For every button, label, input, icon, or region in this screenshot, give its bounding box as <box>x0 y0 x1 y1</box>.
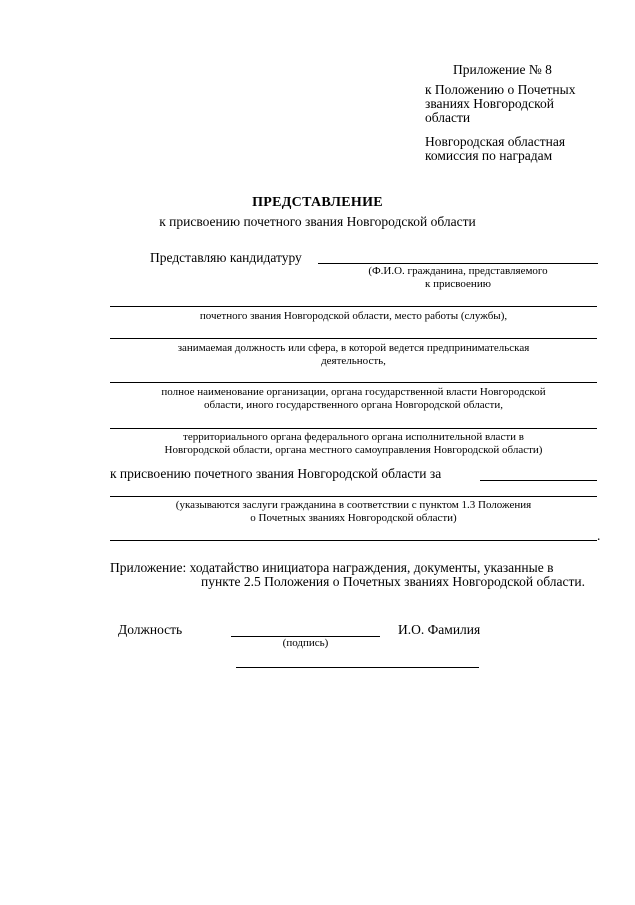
position-caption: занимаемая должность или сфера, в которой ведется предпринимательская <box>177 342 530 354</box>
signature-caption: (подпись) <box>282 637 329 649</box>
fio-caption: (Ф.И.О. гражданина, представляемого <box>368 265 548 277</box>
document-title: ПРЕДСТАВЛЕНИЕ <box>252 195 383 210</box>
territorial-caption: территориального органа федерального органа исполнительной власти в <box>183 431 524 443</box>
territorial-caption: Новгородской области, органа местного самоуправления Новгородской области) <box>164 444 543 456</box>
merits-caption: (указываются заслуги гражданина в соответствии с пунктом 1.3 Положения <box>175 499 532 511</box>
attachment-line: Приложение: ходатайство инициатора награждения, документы, указанные в <box>110 560 554 575</box>
merits-field-continued[interactable] <box>110 540 597 541</box>
territorial-field[interactable] <box>110 428 597 429</box>
regulation-ref-line: области <box>425 110 471 125</box>
merits-field[interactable] <box>110 496 597 497</box>
bottom-line-field[interactable] <box>236 667 479 668</box>
position-signature-label: Должность <box>118 622 183 637</box>
organization-caption: полное наименование организации, органа государственной власти Новгородской <box>161 386 546 398</box>
organization-caption: области, иного государственного органа Новгородской области, <box>204 399 503 411</box>
award-label: к присвоению почетного звания Новгородской области за <box>110 466 442 481</box>
merits-caption: о Почетных званиях Новгородской области) <box>250 512 457 524</box>
organization-field[interactable] <box>110 382 597 383</box>
period-mark: . <box>597 528 601 543</box>
workplace-caption: почетного звания Новгородской области, место работы (службы), <box>199 310 508 322</box>
name-label: И.О. Фамилия <box>398 622 481 637</box>
regulation-ref-line: к Положению о Почетных <box>425 82 576 97</box>
fio-caption: к присвоению <box>425 278 491 290</box>
award-reason-field[interactable] <box>480 480 597 481</box>
workplace-field[interactable] <box>110 306 597 307</box>
regulation-ref-line: званиях Новгородской <box>425 96 554 111</box>
candidate-fio-field[interactable] <box>318 263 598 264</box>
position-field[interactable] <box>110 338 597 339</box>
attachment-line: пункте 2.5 Положения о Почетных званиях Новгородской области. <box>201 574 585 589</box>
position-caption: деятельность, <box>321 355 386 367</box>
commission-line: комиссия по наградам <box>425 148 553 163</box>
candidate-label: Представляю кандидатуру <box>150 250 302 265</box>
annex-number: Приложение № 8 <box>453 62 552 77</box>
commission-line: Новгородская областная <box>425 134 566 149</box>
document-subtitle: к присвоению почетного звания Новгородской области <box>159 214 476 229</box>
